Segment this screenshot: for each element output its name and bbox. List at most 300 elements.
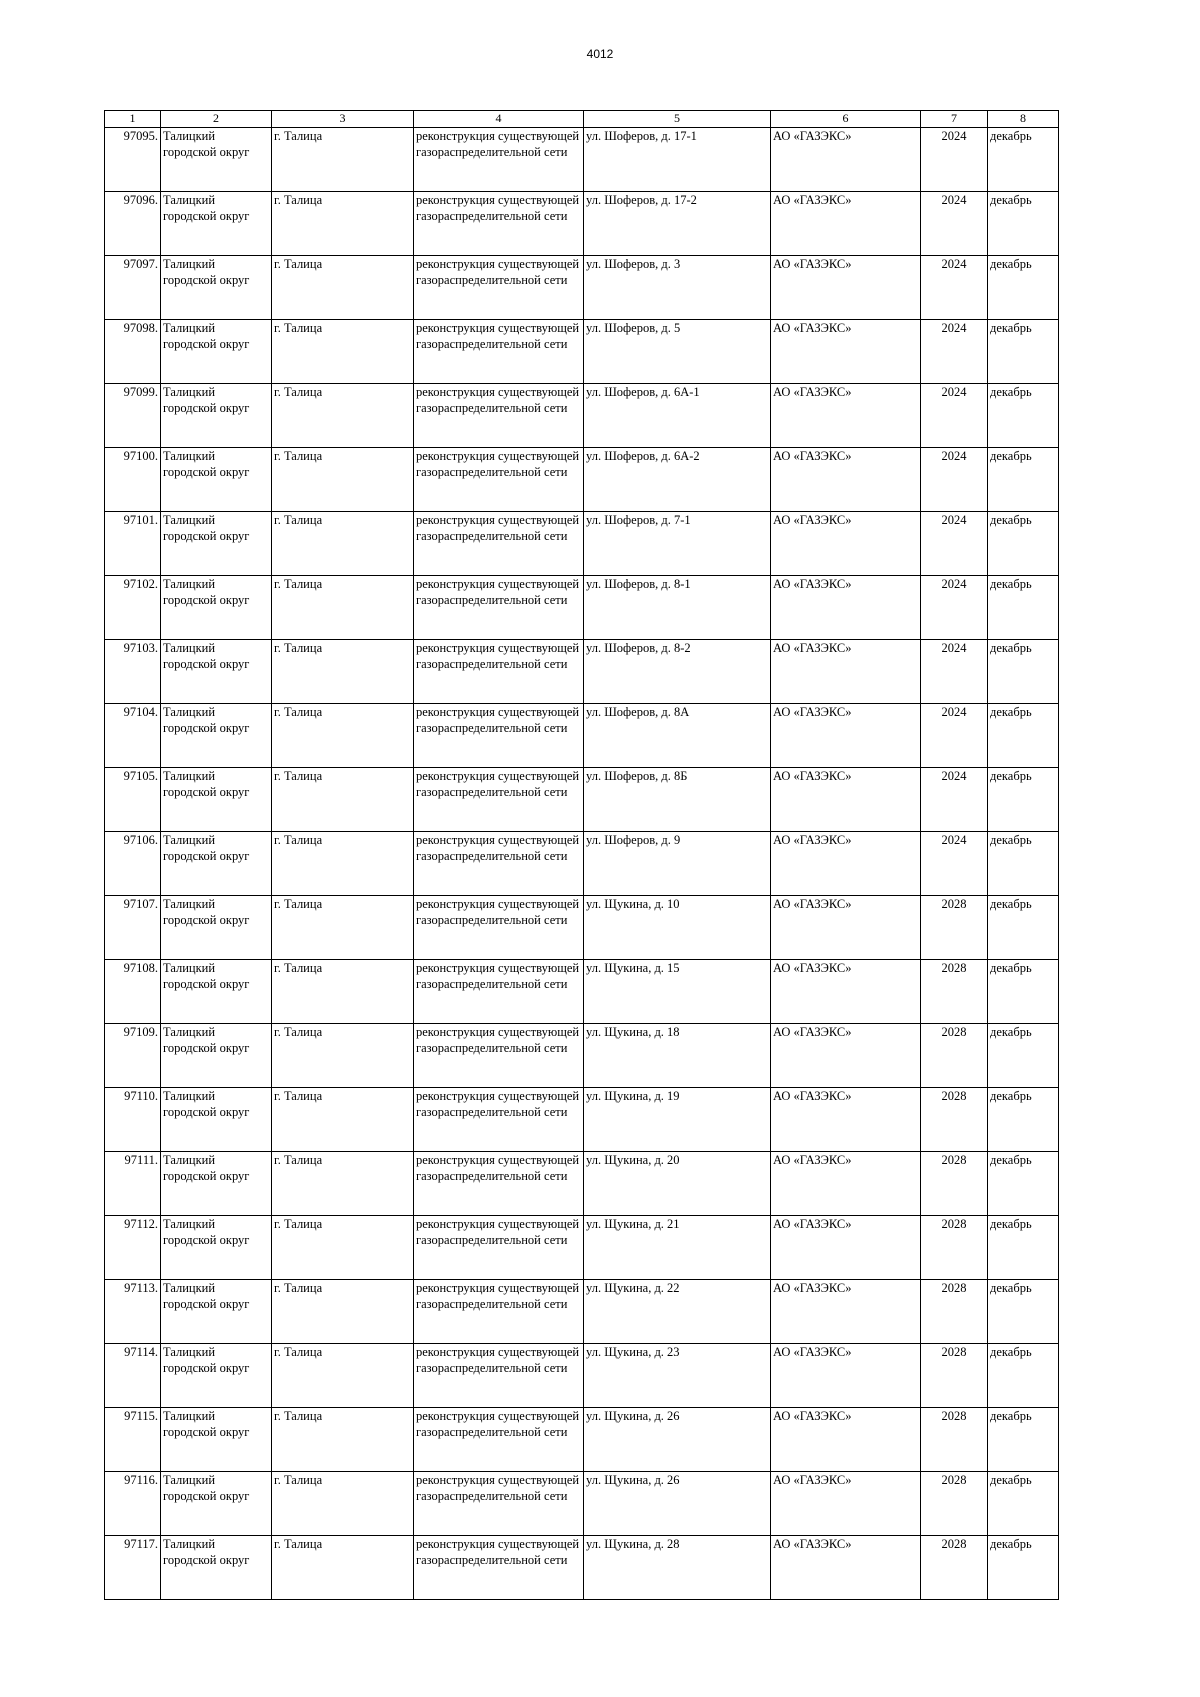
- district-cell: [161, 832, 272, 896]
- settlement-cell: г. Талица: [272, 704, 414, 768]
- district-line: Талицкий: [163, 577, 216, 591]
- address-cell: ул. Шоферов, д. 7-1: [584, 512, 771, 576]
- district-cell: [161, 768, 272, 832]
- month-cell: декабрь: [988, 576, 1059, 640]
- settlement-cell: г. Талица: [272, 576, 414, 640]
- month-cell: декабрь: [988, 1344, 1059, 1408]
- column-header: 8: [988, 111, 1059, 128]
- district-cell: [161, 896, 272, 960]
- work-type-cell: [414, 1344, 584, 1408]
- work-type-line: газораспределительной сети: [416, 1425, 568, 1439]
- district-line: городской округ: [163, 145, 250, 159]
- district-line: городской округ: [163, 1361, 250, 1375]
- district-line: Талицкий: [163, 705, 216, 719]
- row-number: 97115.: [105, 1408, 161, 1472]
- work-type-line: газораспределительной сети: [416, 593, 568, 607]
- table-body: [105, 128, 1059, 1600]
- month-cell: декабрь: [988, 192, 1059, 256]
- organization-cell: АО «ГАЗЭКС»: [771, 192, 921, 256]
- work-type-cell: [414, 1216, 584, 1280]
- work-type-line: газораспределительной сети: [416, 785, 568, 799]
- table-row: [105, 1280, 1059, 1344]
- settlement-cell: г. Талица: [272, 256, 414, 320]
- table-row: [105, 1152, 1059, 1216]
- address-cell: ул. Шоферов, д. 17-1: [584, 128, 771, 192]
- settlement-cell: г. Талица: [272, 640, 414, 704]
- work-type-line: газораспределительной сети: [416, 657, 568, 671]
- row-number: 97117.: [105, 1536, 161, 1600]
- table-row: [105, 576, 1059, 640]
- work-type-line: газораспределительной сети: [416, 529, 568, 543]
- district-line: Талицкий: [163, 1153, 216, 1167]
- district-line: Талицкий: [163, 1409, 216, 1423]
- month-cell: декабрь: [988, 1152, 1059, 1216]
- organization-cell: АО «ГАЗЭКС»: [771, 640, 921, 704]
- district-line: Талицкий: [163, 513, 216, 527]
- row-number: 97116.: [105, 1472, 161, 1536]
- row-number: 97108.: [105, 960, 161, 1024]
- district-cell: [161, 576, 272, 640]
- work-type-line: газораспределительной сети: [416, 1169, 568, 1183]
- table-row: [105, 896, 1059, 960]
- row-number: 97104.: [105, 704, 161, 768]
- organization-cell: АО «ГАЗЭКС»: [771, 1152, 921, 1216]
- work-type-line: реконструкция существующей: [416, 257, 580, 271]
- district-line: городской округ: [163, 721, 250, 735]
- work-type-line: реконструкция существующей: [416, 1473, 580, 1487]
- organization-cell: АО «ГАЗЭКС»: [771, 1408, 921, 1472]
- district-line: Талицкий: [163, 1345, 216, 1359]
- organization-cell: АО «ГАЗЭКС»: [771, 384, 921, 448]
- work-type-cell: [414, 320, 584, 384]
- work-type-line: газораспределительной сети: [416, 849, 568, 863]
- work-type-line: газораспределительной сети: [416, 337, 568, 351]
- work-type-line: реконструкция существующей: [416, 1281, 580, 1295]
- row-number: 97095.: [105, 128, 161, 192]
- work-type-line: реконструкция существующей: [416, 833, 580, 847]
- column-header: 1: [105, 111, 161, 128]
- year-cell: 2028: [921, 896, 988, 960]
- district-cell: [161, 256, 272, 320]
- address-cell: ул. Шоферов, д. 17-2: [584, 192, 771, 256]
- district-line: городской округ: [163, 785, 250, 799]
- work-type-line: реконструкция существующей: [416, 385, 580, 399]
- work-type-cell: [414, 1152, 584, 1216]
- organization-cell: АО «ГАЗЭКС»: [771, 128, 921, 192]
- organization-cell: АО «ГАЗЭКС»: [771, 448, 921, 512]
- settlement-cell: г. Талица: [272, 512, 414, 576]
- table-row: [105, 1088, 1059, 1152]
- address-cell: ул. Шоферов, д. 8Б: [584, 768, 771, 832]
- work-type-cell: [414, 1280, 584, 1344]
- settlement-cell: г. Талица: [272, 1536, 414, 1600]
- settlement-cell: г. Талица: [272, 1472, 414, 1536]
- settlement-cell: г. Талица: [272, 1088, 414, 1152]
- month-cell: декабрь: [988, 832, 1059, 896]
- work-type-line: газораспределительной сети: [416, 145, 568, 159]
- work-type-cell: [414, 640, 584, 704]
- district-line: городской округ: [163, 209, 250, 223]
- table-row: [105, 1536, 1059, 1600]
- month-cell: декабрь: [988, 640, 1059, 704]
- district-line: городской округ: [163, 849, 250, 863]
- district-line: Талицкий: [163, 321, 216, 335]
- row-number: 97097.: [105, 256, 161, 320]
- district-line: городской округ: [163, 593, 250, 607]
- year-cell: 2024: [921, 576, 988, 640]
- work-type-line: реконструкция существующей: [416, 1089, 580, 1103]
- settlement-cell: г. Талица: [272, 960, 414, 1024]
- district-cell: [161, 1344, 272, 1408]
- district-cell: [161, 192, 272, 256]
- work-type-cell: [414, 768, 584, 832]
- organization-cell: АО «ГАЗЭКС»: [771, 512, 921, 576]
- district-line: Талицкий: [163, 449, 216, 463]
- address-cell: ул. Шоферов, д. 5: [584, 320, 771, 384]
- district-cell: [161, 1408, 272, 1472]
- district-line: Талицкий: [163, 1537, 216, 1551]
- year-cell: 2024: [921, 704, 988, 768]
- district-line: Талицкий: [163, 1217, 216, 1231]
- month-cell: декабрь: [988, 704, 1059, 768]
- work-type-line: газораспределительной сети: [416, 1553, 568, 1567]
- organization-cell: АО «ГАЗЭКС»: [771, 320, 921, 384]
- work-type-cell: [414, 1408, 584, 1472]
- year-cell: 2028: [921, 960, 988, 1024]
- district-line: городской округ: [163, 1105, 250, 1119]
- address-cell: ул. Шоферов, д. 9: [584, 832, 771, 896]
- column-header: 2: [161, 111, 272, 128]
- district-cell: [161, 1536, 272, 1600]
- district-line: Талицкий: [163, 1281, 216, 1295]
- address-cell: ул. Шоферов, д. 8А: [584, 704, 771, 768]
- year-cell: 2028: [921, 1536, 988, 1600]
- row-number: 97107.: [105, 896, 161, 960]
- work-type-line: реконструкция существующей: [416, 129, 580, 143]
- organization-cell: АО «ГАЗЭКС»: [771, 896, 921, 960]
- organization-cell: АО «ГАЗЭКС»: [771, 1280, 921, 1344]
- year-cell: 2028: [921, 1408, 988, 1472]
- month-cell: декабрь: [988, 128, 1059, 192]
- address-cell: ул. Щукина, д. 21: [584, 1216, 771, 1280]
- district-cell: [161, 704, 272, 768]
- organization-cell: АО «ГАЗЭКС»: [771, 832, 921, 896]
- work-type-line: реконструкция существующей: [416, 641, 580, 655]
- table-row: [105, 1024, 1059, 1088]
- address-cell: ул. Шоферов, д. 3: [584, 256, 771, 320]
- work-type-line: газораспределительной сети: [416, 977, 568, 991]
- work-type-line: газораспределительной сети: [416, 273, 568, 287]
- organization-cell: АО «ГАЗЭКС»: [771, 1536, 921, 1600]
- address-cell: ул. Шоферов, д. 8-1: [584, 576, 771, 640]
- work-type-cell: [414, 960, 584, 1024]
- address-cell: ул. Щукина, д. 28: [584, 1536, 771, 1600]
- year-cell: 2024: [921, 128, 988, 192]
- table-row: [105, 512, 1059, 576]
- district-cell: [161, 128, 272, 192]
- organization-cell: АО «ГАЗЭКС»: [771, 1088, 921, 1152]
- settlement-cell: г. Талица: [272, 1216, 414, 1280]
- district-line: городской округ: [163, 1489, 250, 1503]
- district-line: городской округ: [163, 465, 250, 479]
- table-row: [105, 640, 1059, 704]
- year-cell: 2028: [921, 1344, 988, 1408]
- work-type-line: реконструкция существующей: [416, 769, 580, 783]
- month-cell: декабрь: [988, 896, 1059, 960]
- row-number: 97109.: [105, 1024, 161, 1088]
- work-type-line: газораспределительной сети: [416, 1489, 568, 1503]
- work-type-cell: [414, 256, 584, 320]
- row-number: 97106.: [105, 832, 161, 896]
- district-cell: [161, 384, 272, 448]
- work-type-cell: [414, 1088, 584, 1152]
- work-type-cell: [414, 384, 584, 448]
- address-cell: ул. Шоферов, д. 6А-1: [584, 384, 771, 448]
- work-type-line: реконструкция существующей: [416, 1537, 580, 1551]
- year-cell: 2028: [921, 1024, 988, 1088]
- address-cell: ул. Щукина, д. 15: [584, 960, 771, 1024]
- district-line: Талицкий: [163, 129, 216, 143]
- row-number: 97114.: [105, 1344, 161, 1408]
- row-number: 97098.: [105, 320, 161, 384]
- work-type-line: реконструкция существующей: [416, 897, 580, 911]
- month-cell: декабрь: [988, 1536, 1059, 1600]
- address-cell: ул. Щукина, д. 19: [584, 1088, 771, 1152]
- table-row: [105, 128, 1059, 192]
- table-row: [105, 1216, 1059, 1280]
- district-line: Талицкий: [163, 769, 216, 783]
- settlement-cell: г. Талица: [272, 896, 414, 960]
- district-line: Талицкий: [163, 897, 216, 911]
- work-type-line: реконструкция существующей: [416, 1409, 580, 1423]
- district-cell: [161, 1024, 272, 1088]
- district-line: Талицкий: [163, 1025, 216, 1039]
- district-line: городской округ: [163, 1041, 250, 1055]
- work-type-line: реконструкция существующей: [416, 1345, 580, 1359]
- year-cell: 2024: [921, 256, 988, 320]
- work-type-line: газораспределительной сети: [416, 209, 568, 223]
- settlement-cell: г. Талица: [272, 192, 414, 256]
- address-cell: ул. Щукина, д. 20: [584, 1152, 771, 1216]
- district-cell: [161, 448, 272, 512]
- district-cell: [161, 1152, 272, 1216]
- table-row: [105, 1344, 1059, 1408]
- work-type-cell: [414, 1472, 584, 1536]
- work-type-line: газораспределительной сети: [416, 1297, 568, 1311]
- settlement-cell: г. Талица: [272, 384, 414, 448]
- work-type-cell: [414, 512, 584, 576]
- row-number: 97105.: [105, 768, 161, 832]
- settlement-cell: г. Талица: [272, 1344, 414, 1408]
- column-header: 3: [272, 111, 414, 128]
- address-cell: ул. Щукина, д. 26: [584, 1472, 771, 1536]
- settlement-cell: г. Талица: [272, 1024, 414, 1088]
- settlement-cell: г. Талица: [272, 1152, 414, 1216]
- month-cell: декабрь: [988, 512, 1059, 576]
- organization-cell: АО «ГАЗЭКС»: [771, 1344, 921, 1408]
- organization-cell: АО «ГАЗЭКС»: [771, 1472, 921, 1536]
- work-type-line: реконструкция существующей: [416, 961, 580, 975]
- work-type-line: газораспределительной сети: [416, 1233, 568, 1247]
- month-cell: декабрь: [988, 256, 1059, 320]
- table-row: [105, 1472, 1059, 1536]
- table-row: [105, 448, 1059, 512]
- district-line: городской округ: [163, 913, 250, 927]
- work-type-line: газораспределительной сети: [416, 465, 568, 479]
- row-number: 97112.: [105, 1216, 161, 1280]
- district-line: Талицкий: [163, 961, 216, 975]
- table-row: [105, 384, 1059, 448]
- settlement-cell: г. Талица: [272, 128, 414, 192]
- district-cell: [161, 1088, 272, 1152]
- district-line: городской округ: [163, 529, 250, 543]
- district-line: Талицкий: [163, 833, 216, 847]
- district-cell: [161, 1280, 272, 1344]
- district-line: Талицкий: [163, 641, 216, 655]
- month-cell: декабрь: [988, 1216, 1059, 1280]
- settlement-cell: г. Талица: [272, 768, 414, 832]
- column-header: 4: [414, 111, 584, 128]
- work-type-cell: [414, 896, 584, 960]
- year-cell: 2024: [921, 192, 988, 256]
- month-cell: декабрь: [988, 448, 1059, 512]
- month-cell: декабрь: [988, 1088, 1059, 1152]
- district-line: городской округ: [163, 1169, 250, 1183]
- address-cell: ул. Шоферов, д. 8-2: [584, 640, 771, 704]
- month-cell: декабрь: [988, 768, 1059, 832]
- work-type-line: газораспределительной сети: [416, 1361, 568, 1375]
- work-type-line: реконструкция существующей: [416, 449, 580, 463]
- settlement-cell: г. Талица: [272, 320, 414, 384]
- district-cell: [161, 320, 272, 384]
- row-number: 97100.: [105, 448, 161, 512]
- organization-cell: АО «ГАЗЭКС»: [771, 1024, 921, 1088]
- table-row: [105, 256, 1059, 320]
- month-cell: декабрь: [988, 1408, 1059, 1472]
- row-number: 97103.: [105, 640, 161, 704]
- row-number: 97113.: [105, 1280, 161, 1344]
- table-row: [105, 704, 1059, 768]
- work-type-cell: [414, 1536, 584, 1600]
- table-row: [105, 768, 1059, 832]
- work-type-line: газораспределительной сети: [416, 1105, 568, 1119]
- work-type-cell: [414, 704, 584, 768]
- work-type-line: реконструкция существующей: [416, 1217, 580, 1231]
- organization-cell: АО «ГАЗЭКС»: [771, 576, 921, 640]
- year-cell: 2028: [921, 1216, 988, 1280]
- address-cell: ул. Щукина, д. 23: [584, 1344, 771, 1408]
- month-cell: декабрь: [988, 320, 1059, 384]
- table-row: [105, 320, 1059, 384]
- organization-cell: АО «ГАЗЭКС»: [771, 1216, 921, 1280]
- month-cell: декабрь: [988, 960, 1059, 1024]
- district-line: городской округ: [163, 401, 250, 415]
- organization-cell: АО «ГАЗЭКС»: [771, 960, 921, 1024]
- work-type-line: реконструкция существующей: [416, 321, 580, 335]
- year-cell: 2024: [921, 832, 988, 896]
- year-cell: 2024: [921, 448, 988, 512]
- settlement-cell: г. Талица: [272, 448, 414, 512]
- district-line: городской округ: [163, 273, 250, 287]
- address-cell: ул. Шоферов, д. 6А-2: [584, 448, 771, 512]
- district-line: городской округ: [163, 1425, 250, 1439]
- district-cell: [161, 640, 272, 704]
- organization-cell: АО «ГАЗЭКС»: [771, 768, 921, 832]
- work-type-cell: [414, 576, 584, 640]
- district-line: Талицкий: [163, 1473, 216, 1487]
- month-cell: декабрь: [988, 1280, 1059, 1344]
- work-type-line: реконструкция существующей: [416, 705, 580, 719]
- row-number: 97099.: [105, 384, 161, 448]
- year-cell: 2028: [921, 1088, 988, 1152]
- year-cell: 2024: [921, 320, 988, 384]
- district-line: Талицкий: [163, 385, 216, 399]
- district-cell: [161, 960, 272, 1024]
- work-type-line: реконструкция существующей: [416, 1025, 580, 1039]
- address-cell: ул. Щукина, д. 22: [584, 1280, 771, 1344]
- work-type-line: газораспределительной сети: [416, 401, 568, 415]
- year-cell: 2028: [921, 1152, 988, 1216]
- column-header: 7: [921, 111, 988, 128]
- row-number: 97110.: [105, 1088, 161, 1152]
- table-row: [105, 832, 1059, 896]
- year-cell: 2024: [921, 512, 988, 576]
- work-type-line: газораспределительной сети: [416, 1041, 568, 1055]
- month-cell: декабрь: [988, 1472, 1059, 1536]
- row-number: 97096.: [105, 192, 161, 256]
- year-cell: 2024: [921, 384, 988, 448]
- table-row: [105, 192, 1059, 256]
- district-line: городской округ: [163, 337, 250, 351]
- column-header: 5: [584, 111, 771, 128]
- district-line: городской округ: [163, 1553, 250, 1567]
- row-number: 97111.: [105, 1152, 161, 1216]
- column-header: 6: [771, 111, 921, 128]
- row-number: 97102.: [105, 576, 161, 640]
- table-row: [105, 960, 1059, 1024]
- address-cell: ул. Щукина, д. 26: [584, 1408, 771, 1472]
- district-cell: [161, 1216, 272, 1280]
- gasification-table: [104, 110, 1059, 1600]
- district-line: городской округ: [163, 1297, 250, 1311]
- organization-cell: АО «ГАЗЭКС»: [771, 704, 921, 768]
- district-line: Талицкий: [163, 1089, 216, 1103]
- table-row: [105, 1408, 1059, 1472]
- work-type-line: газораспределительной сети: [416, 721, 568, 735]
- settlement-cell: г. Талица: [272, 1280, 414, 1344]
- page-number: 4012: [586, 47, 614, 61]
- work-type-line: реконструкция существующей: [416, 1153, 580, 1167]
- year-cell: 2028: [921, 1280, 988, 1344]
- column-number-row: [105, 111, 1059, 128]
- work-type-line: газораспределительной сети: [416, 913, 568, 927]
- district-line: городской округ: [163, 1233, 250, 1247]
- district-cell: [161, 512, 272, 576]
- address-cell: ул. Щукина, д. 10: [584, 896, 771, 960]
- district-line: городской округ: [163, 657, 250, 671]
- district-line: городской округ: [163, 977, 250, 991]
- work-type-cell: [414, 192, 584, 256]
- district-cell: [161, 1472, 272, 1536]
- district-line: Талицкий: [163, 257, 216, 271]
- district-line: Талицкий: [163, 193, 216, 207]
- work-type-cell: [414, 1024, 584, 1088]
- year-cell: 2028: [921, 1472, 988, 1536]
- settlement-cell: г. Талица: [272, 1408, 414, 1472]
- work-type-cell: [414, 448, 584, 512]
- work-type-line: реконструкция существующей: [416, 577, 580, 591]
- work-type-cell: [414, 128, 584, 192]
